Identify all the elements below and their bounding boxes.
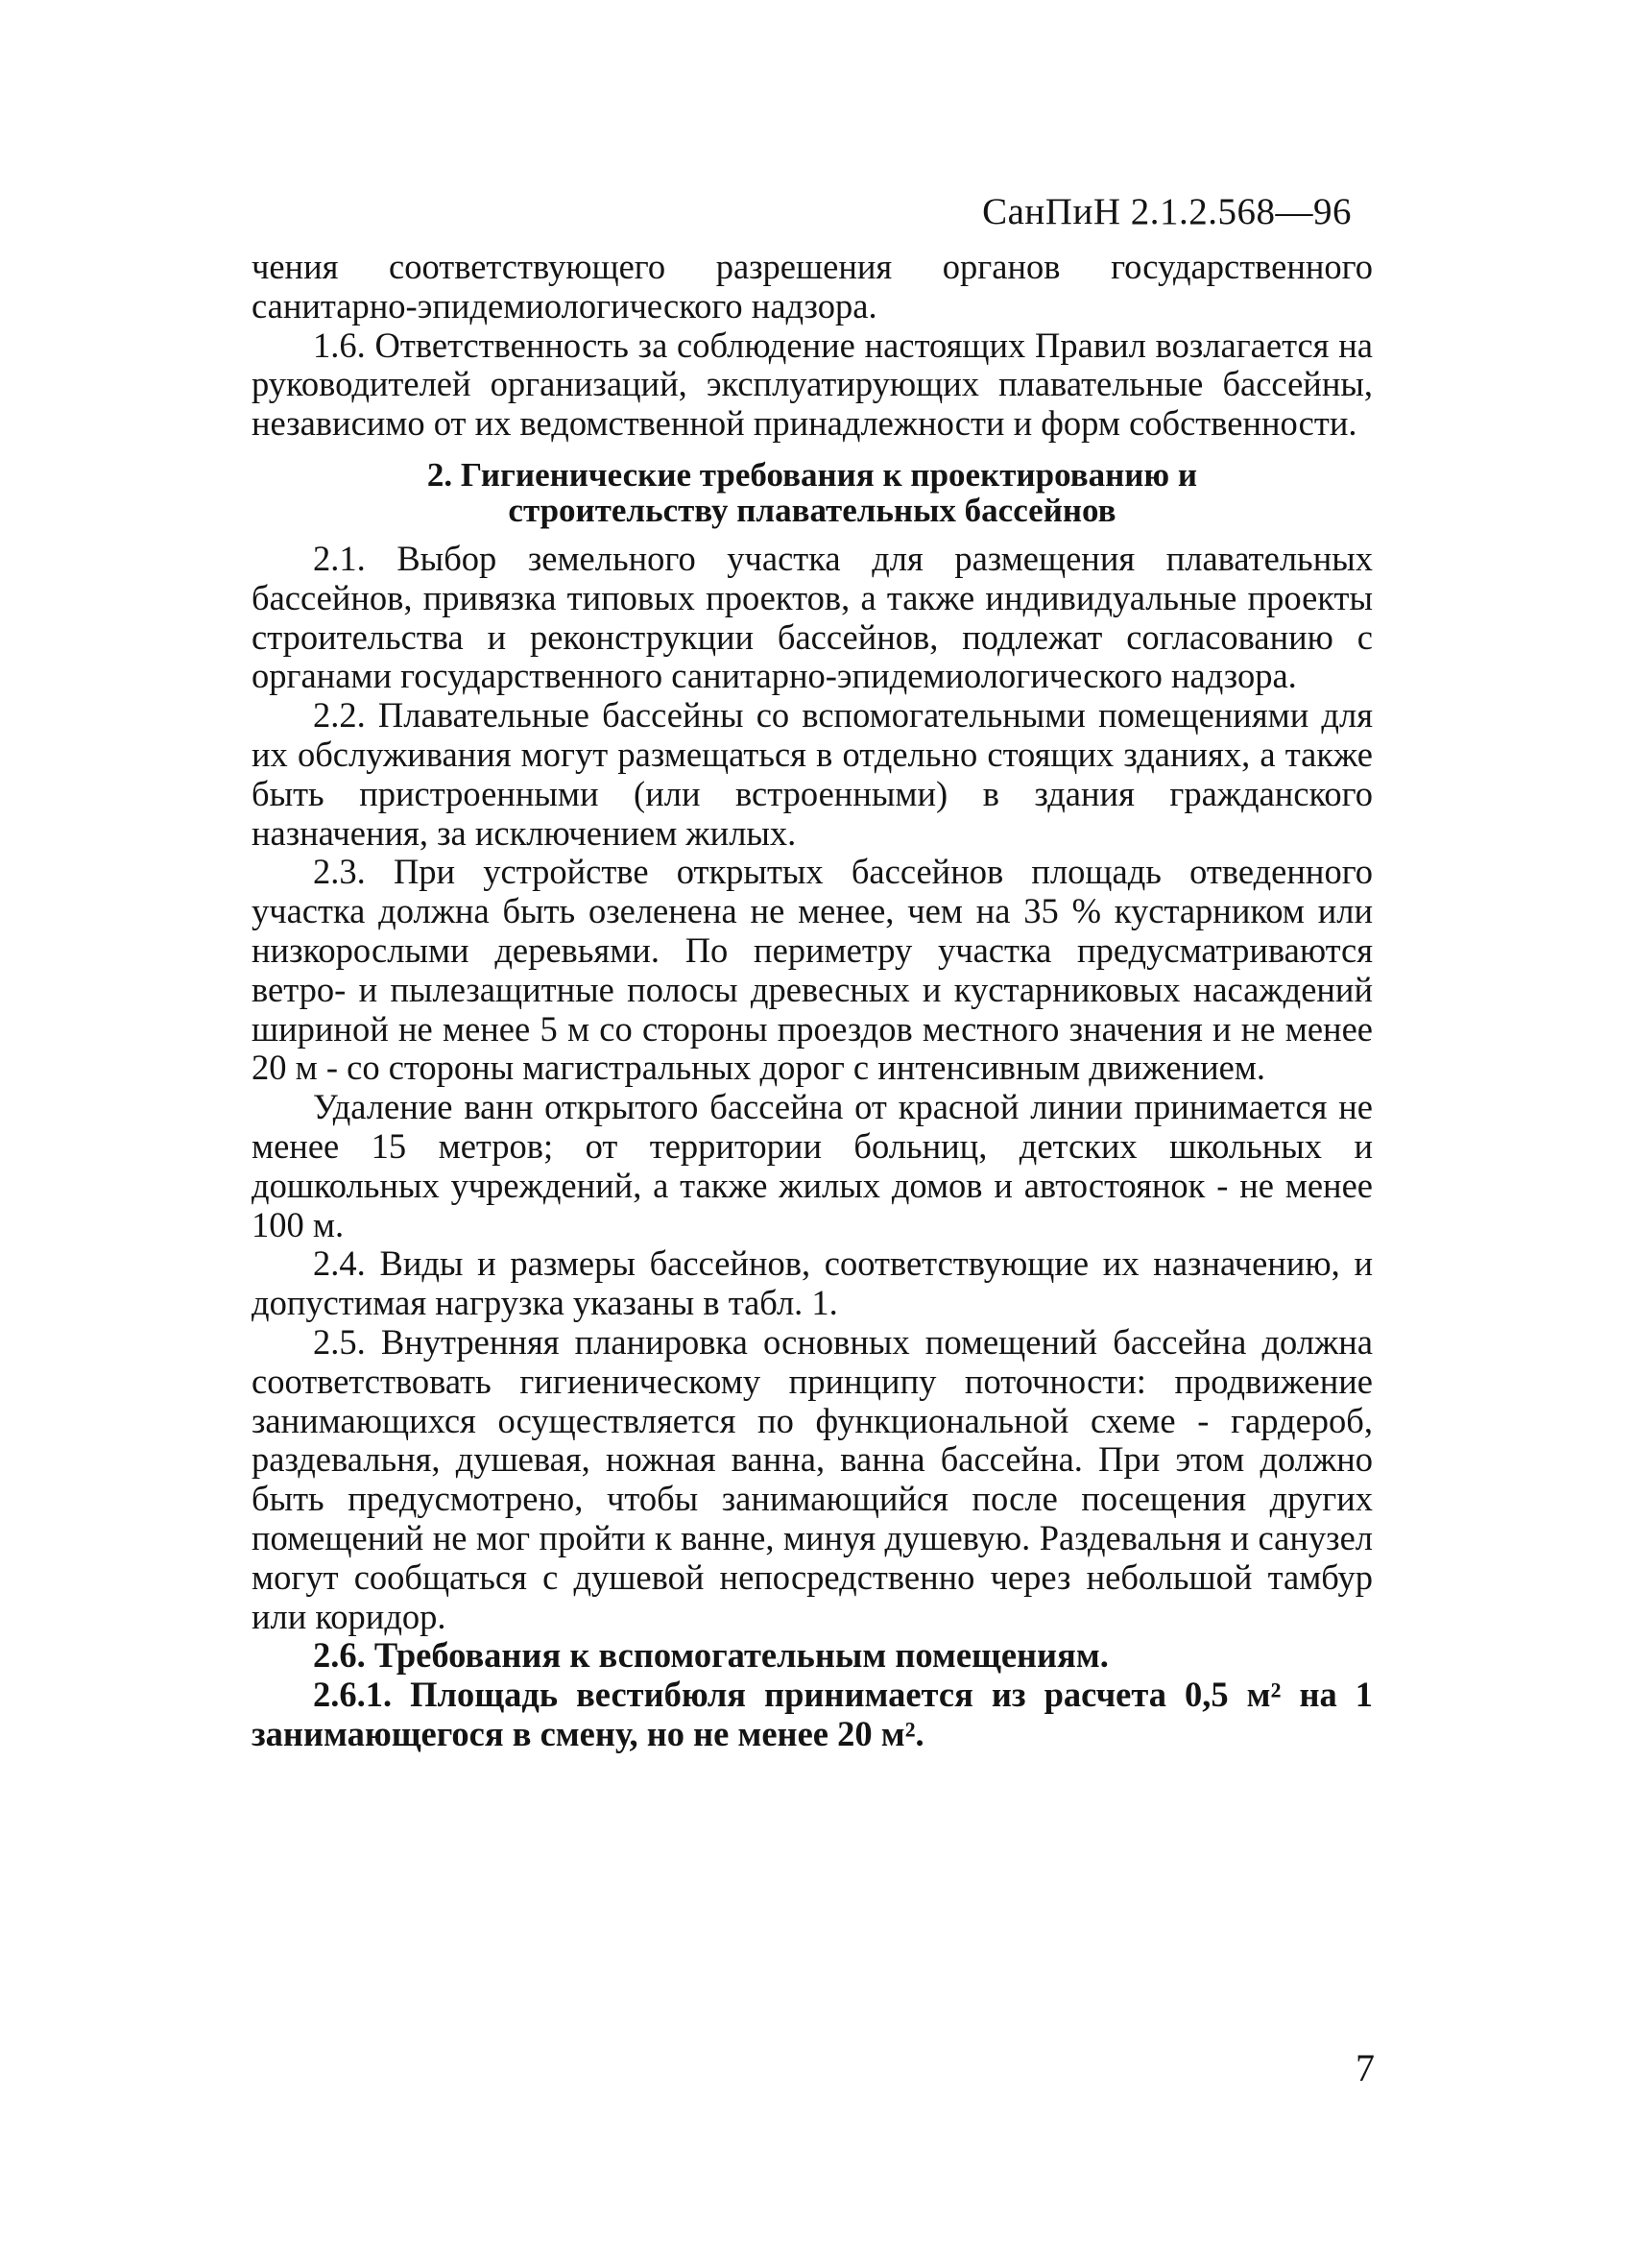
paragraph-2-3-continued: Удаление ванн открытого бассейна от красной линии принимается не менее 15 метров; от территории больниц, детских школьных и дошкольных учреждений, а также жилых домов и автостоянок - не менее 100 м. bbox=[252, 1087, 1373, 1244]
section-heading-line-1: 2. Гигиенические требования к проектированию и bbox=[426, 455, 1198, 494]
page-number: 7 bbox=[1356, 2046, 1375, 2089]
paragraph-2-5: 2.5. Внутренняя планировка основных помещений бассейна должна соответствовать гигиеническому принципу поточности: продвижение занимающихся осуществляется по функциональной схеме - гардероб, раздевальня, душевая, ножная ванна, ванна бассейна. При этом должно быть предусмотрено, чтобы занимающийся после посещения других помещений не мог пройти к ванне, минуя душевую. Раздевальня и санузел могут сообщаться с душевой непосредственно через небольшой тамбур или коридор. bbox=[252, 1321, 1373, 1636]
paragraph-2-3: 2.3. При устройстве открытых бассейнов площадь отведенного участка должна быть озеленена не менее, чем на 35 % кустарником или низкорослыми деревьями. По периметру участка предусматриваются ветро- и пылезащитные полосы древесных и кустарниковых насаждений шириной не менее 5 м со стороны проездов местного значения и не менее 20 м - со стороны магистральных дорог с интенсивным движением. bbox=[252, 852, 1373, 1088]
paragraph-2-6-1: 2.6.1. Площадь вестибюля принимается из расчета 0,5 м² на 1 занимающегося в смену, но не менее 20 м². bbox=[252, 1675, 1373, 1753]
section-heading-2 bbox=[252, 457, 1373, 528]
paragraph-2-2: 2.2. Плавательные бассейны со вспомогательными помещениями для их обслуживания могут размещаться в отдельно стоящих зданиях, а также быть пристроенными (или встроенными) в здания гражданского назначения, за исключением жилых. bbox=[252, 695, 1373, 853]
paragraph-2-1: 2.1. Выбор земельного участка для размещения плавательных бассейнов, привязка типовых проектов, а также индивидуальные проекты строительства и реконструкции бассейнов, подлежат согласованию с органами государственного санитарно-эпидемиологического надзора. bbox=[252, 538, 1373, 696]
section-heading-line-2: строительству плавательных бассейнов bbox=[508, 491, 1116, 529]
document-body bbox=[252, 248, 1373, 1754]
running-header: СанПиН 2.1.2.568—96 bbox=[982, 191, 1352, 232]
paragraph-2-4: 2.4. Виды и размеры бассейнов, соответствующие их назначению, и допустимая нагрузка указаны в табл. 1. bbox=[252, 1243, 1373, 1323]
paragraph-2-6: 2.6. Требования к вспомогательным помещениям. bbox=[313, 1635, 1109, 1676]
paragraph-continuation: чения соответствующего разрешения органов государственного санитарно-эпидемиологического надзора. bbox=[252, 247, 1373, 326]
paragraph-1-6: 1.6. Ответственность за соблюдение настоящих Правил возлагается на руководителей организаций, эксплуатирующих плавательные бассейны, независимо от их ведомственной принадлежности и форм собственности. bbox=[252, 325, 1373, 444]
